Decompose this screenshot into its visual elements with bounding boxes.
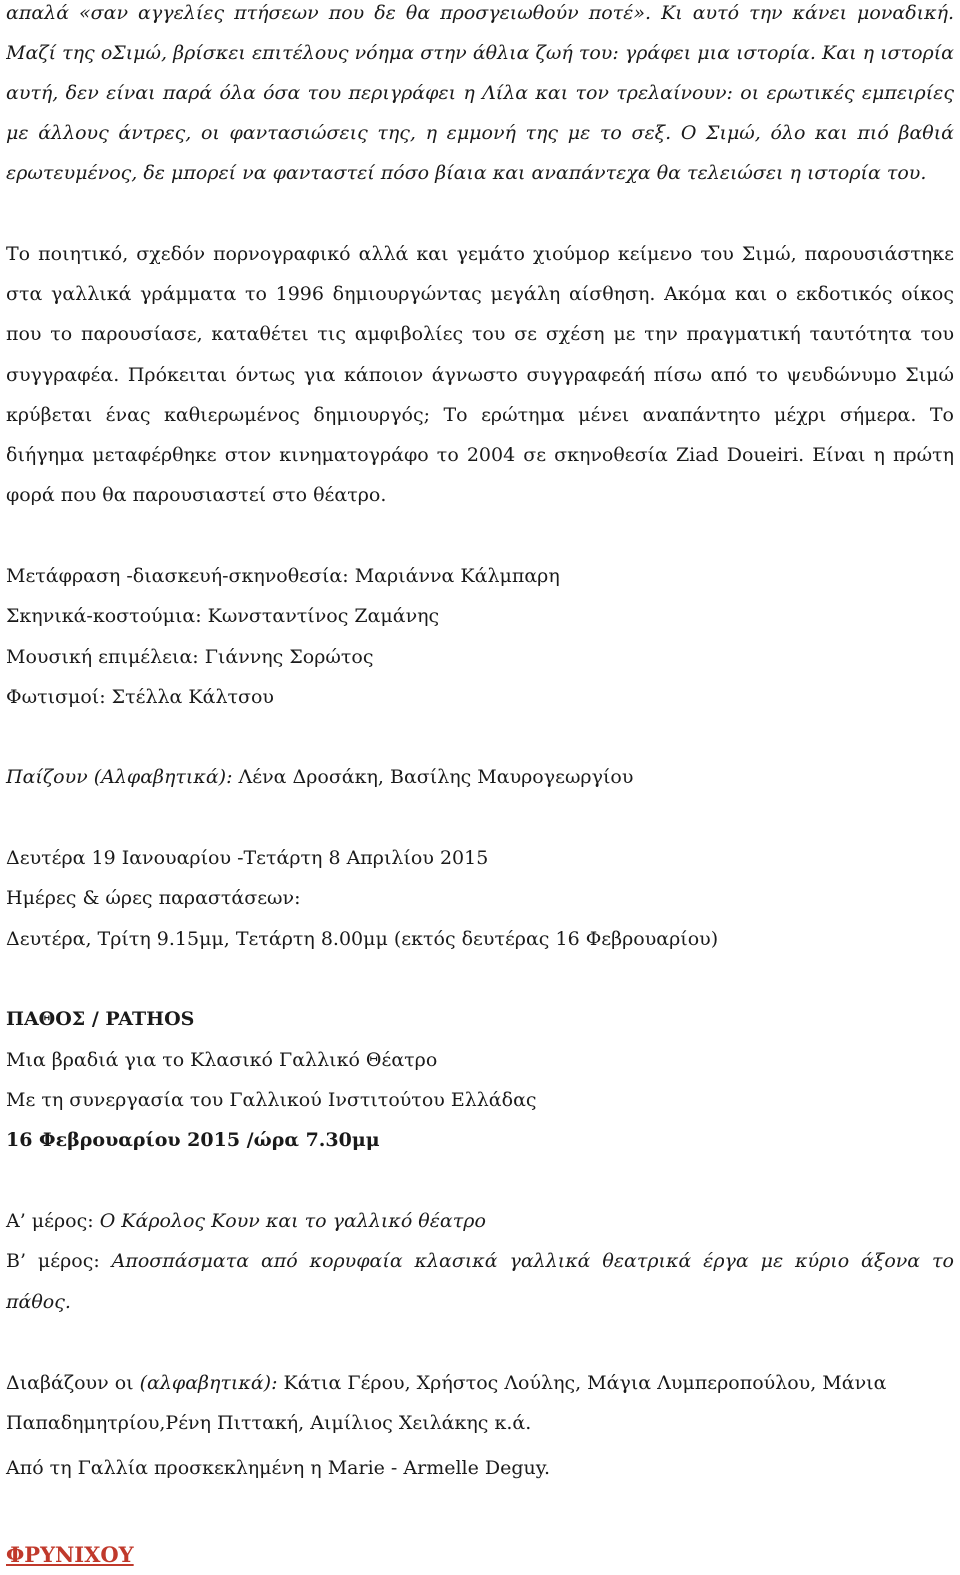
part-a-text: Ο Κάρολος Κουν και το γαλλικό θέατρο [99,1210,486,1232]
part-a [6,1201,954,1241]
cast-line [6,757,954,797]
cast-names: Λένα Δροσάκη, Βασίλης Μαυρογεωργίου [232,766,634,788]
pathos-line-2: Με τη συνεργασία του Γαλλικού Ινστιτούτου Ελλάδας [6,1089,537,1111]
intro-line-5: ερωτευμένος, δε μπορεί να φανταστεί πόσο βίαια και αναπάντεχα θα τελειώσει η ιστορία του. [6,162,927,184]
intro-line-1: απαλά «σαν αγγελίες πτήσεων που δε θα προσγειωθούν ποτέ». Κι αυτό την κάνει μοναδική. [6,2,954,24]
pathos-heading: ΠΑΘΟΣ / PATHOS [6,1008,195,1030]
credit-lighting: Φωτισμοί: Στέλλα Κάλτσου [6,686,274,708]
credit-music: Μουσική επιμέλεια: Γιάννης Σορώτος [6,646,374,668]
readers-label-prefix: Διαβάζουν οι [6,1372,140,1394]
part-b-line-2: πάθος. [6,1291,71,1313]
part-a-label: Α’ μέρος: [6,1210,100,1232]
readers-line-1 [6,1363,954,1403]
body-line-6: διήγημα μεταφέρθηκε στον κινηματογράφο το 2004 σε σκηνοθεσία Ziad Doueiri. Είναι η πρώτη [6,444,954,466]
pathos-date: 16 Φεβρουαρίου 2015 /ώρα 7.30μμ [6,1129,380,1151]
pathos-line-1: Μια βραδιά για το Κλασικό Γαλλικό Θέατρο [6,1049,438,1071]
credit-sets-costumes: Σκηνικά-κοστούμια: Κωνσταντίνος Ζαμάνης [6,605,440,627]
footer-heading-link[interactable]: ΦΡΥΝΙΧΟΥ [6,1542,134,1567]
body-line-2: στα γαλλικά γράμματα το 1996 δημιουργώντας μεγάλη αίσθηση. Ακόμα και ο εκδοτικός οίκος [6,283,954,305]
part-b-text: Αποσπάσματα από κορυφαία κλασικά γαλλικά θεατρικά έργα με κύριο άξονα το [111,1250,954,1272]
intro-line-4: με άλλους άντρες, οι φαντασιώσεις της, η εμμονή της με το σεξ. Ο Σιμώ, όλο και πιό βαθιά [6,122,954,144]
readers-line-2: Παπαδημητρίου,Ρένη Πιττακή, Αιμίλιος Χειλάκης κ.ά. [6,1412,532,1434]
credit-translation: Μετάφραση -διασκευή-σκηνοθεσία: Μαριάννα Κάλμπαρη [6,565,560,587]
body-line-4: συγγραφέα. Πρόκειται όντως για κάποιον άγνωστο συγγραφεάή πίσω από το ψευδώνυμο Σιμώ [6,364,954,386]
cast-label: Παίζουν (Αλφαβητικά): [6,766,233,788]
body-line-1: Το ποιητικό, σχεδόν πορνογραφικό αλλά και γεμάτο χιούμορ κείμενο του Σιμώ, παρουσιάστηκε [6,243,954,265]
body-line-5: κρύβεται ένας καθιερωμένος δημιουργός; Το ερώτημα μένει αναπάντητο μέχρι σήμερα. Το [6,404,954,426]
readers-names: Κάτια Γέρου, Χρήστος Λούλης, Μάγια Λυμπεροπούλου, Μάνια [277,1372,887,1394]
part-b-line-1 [6,1241,954,1281]
schedule-times: Δευτέρα, Τρίτη 9.15μμ, Τετάρτη 8.00μμ (εκτός δευτέρας 16 Φεβρουαρίου) [6,928,719,950]
schedule-dates: Δευτέρα 19 Ιανουαρίου -Τετάρτη 8 Απριλίου 2015 [6,847,489,869]
body-line-7: φορά που θα παρουσιαστεί στο θέατρο. [6,484,387,506]
body-line-3: που το παρουσίασε, καταθέτει τις αμφιβολίες του σε σχέση με την πραγματική ταυτότητα του [6,323,954,345]
intro-line-3: αυτή, δεν είναι παρά όλα όσα του περιγράφει η Λίλα και τον τρελαίνουν: οι ερωτικές εμπειρίες [6,82,954,104]
part-b-label: Β’ μέρος: [6,1250,112,1272]
intro-line-2: Μαζί της οΣιμώ, βρίσκει επιτέλους νόημα στην άθλια ζωή του: γράφει μια ιστορία. Και η ιστορία [6,42,954,64]
schedule-heading: Ημέρες & ώρες παραστάσεων: [6,887,301,909]
guest-reader: Από τη Γαλλία προσκεκλημένη η Marie - Armelle Deguy. [6,1457,551,1479]
readers-label-italic: (αλφαβητικά): [139,1372,278,1394]
